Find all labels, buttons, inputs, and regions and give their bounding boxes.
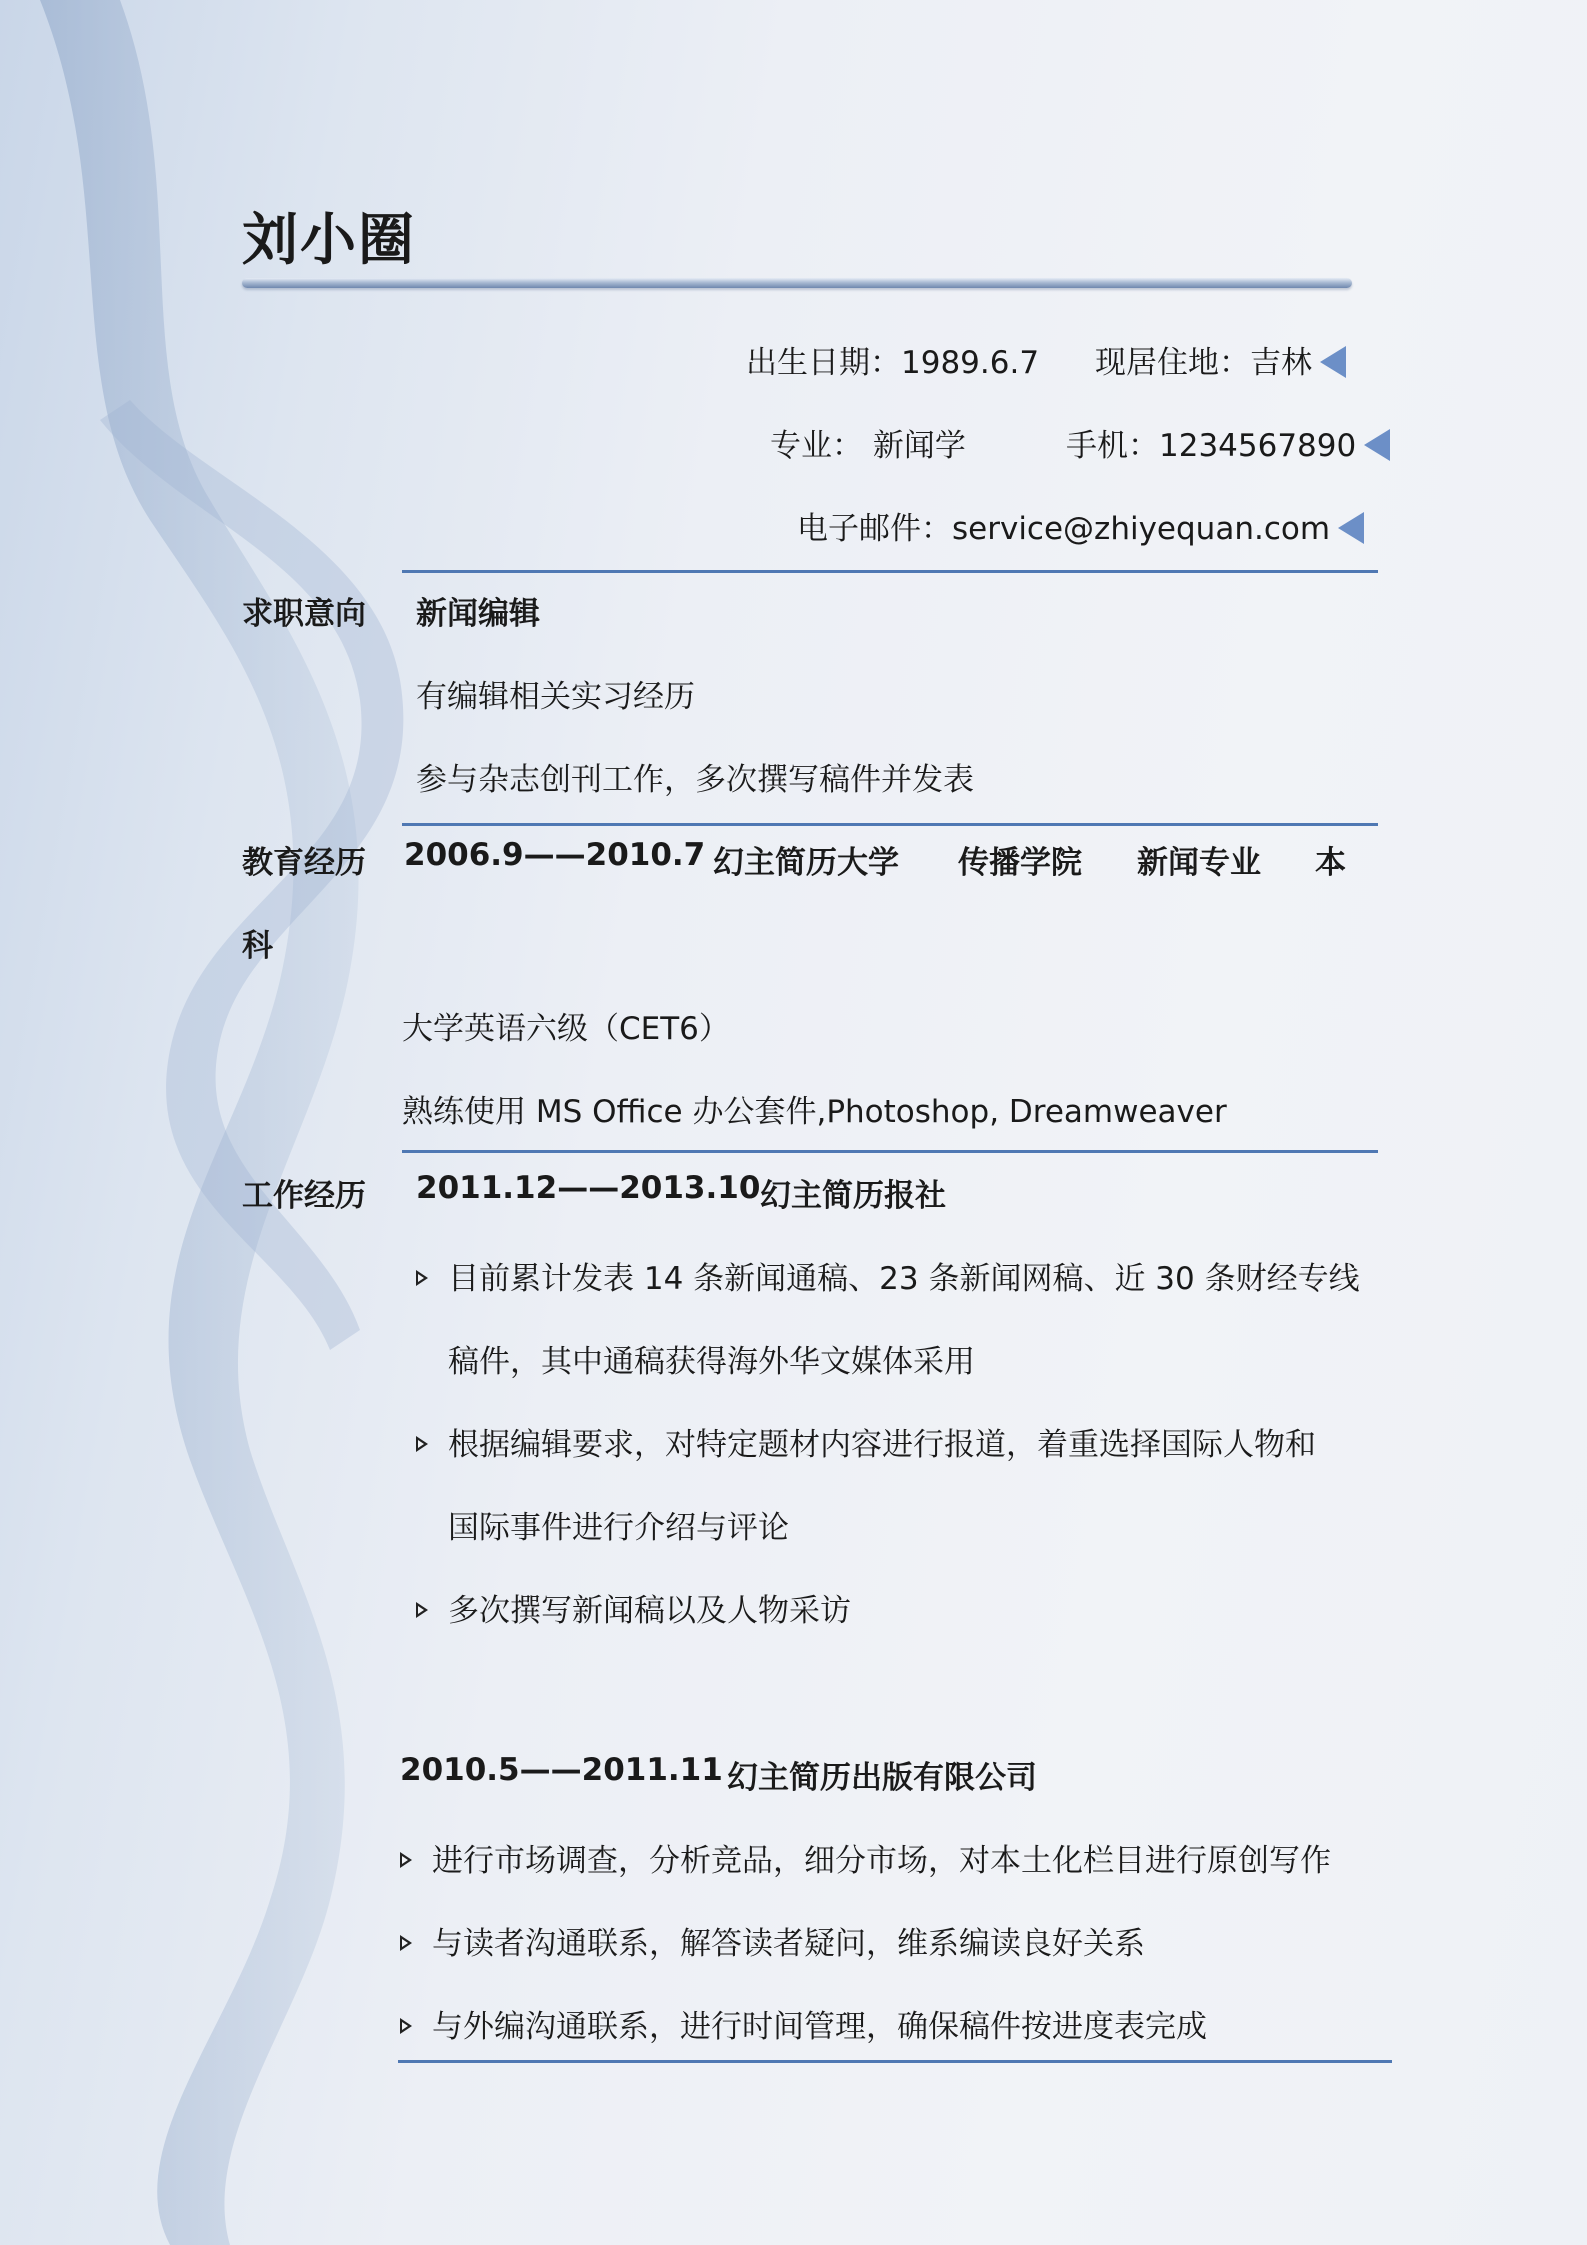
section-divider [402, 1150, 1378, 1153]
job-bullet: 与读者沟通联系，解答读者疑问，维系编读良好关系 [400, 1918, 1145, 1963]
email-row [797, 503, 1364, 548]
bullet-triangle-icon [416, 1270, 428, 1286]
job-bullet: 多次撰写新闻稿以及人物采访 [416, 1585, 851, 1630]
birth-date: 出生日期：1989.6.7 [746, 345, 1040, 381]
job-bullet: 根据编辑要求，对特定题材内容进行报道，着重选择国际人物和 [416, 1419, 1316, 1464]
email: 电子邮件：service@zhiyequan.com [797, 511, 1331, 547]
education-period: 2006.9——2010.7 [404, 837, 706, 873]
job-period: 2010.5——2011.11 [400, 1752, 723, 1788]
bullet-triangle-icon [400, 1935, 412, 1951]
major: 专业： 新闻学 [770, 428, 966, 464]
bullet-triangle-icon [400, 1852, 412, 1868]
job-bullet-continued: 稿件，其中通稿获得海外华文媒体采用 [448, 1344, 975, 1380]
objective-line: 有编辑相关实习经历 [416, 679, 695, 715]
education-label: 教育经历 [242, 845, 366, 881]
objective-line: 参与杂志创刊工作，多次撰写稿件并发表 [416, 762, 974, 798]
job-period: 2011.12——2013.10 [416, 1170, 761, 1206]
job-bullet: 进行市场调查，分析竞品，细分市场，对本土化栏目进行原创写作 [400, 1835, 1331, 1880]
education-degree: 科 [242, 928, 273, 964]
section-divider [398, 2060, 1392, 2063]
section-divider [402, 570, 1378, 573]
education-skill: 熟练使用 MS Office 办公套件,Photoshop, Dreamweaver [402, 1094, 1227, 1130]
objective-label: 求职意向 [242, 596, 366, 632]
phone-row [1066, 420, 1390, 465]
residence-row [1095, 337, 1346, 382]
education-skill: 大学英语六级（CET6） [402, 1011, 730, 1047]
job-bullet: 目前累计发表 14 条新闻通稿、23 条新闻网稿、近 30 条财经专线 [416, 1253, 1360, 1298]
job-bullet: 与外编沟通联系，进行时间管理，确保稿件按进度表完成 [400, 2001, 1207, 2046]
education-degree: 本 [1315, 845, 1346, 881]
triangle-marker-icon [1338, 512, 1364, 544]
phone: 手机：1234567890 [1066, 428, 1357, 464]
objective-position: 新闻编辑 [416, 596, 540, 632]
title-divider [242, 278, 1352, 288]
job-company: 幻主简历出版有限公司 [727, 1760, 1037, 1796]
section-divider [402, 823, 1378, 826]
job-bullet-continued: 国际事件进行介绍与评论 [448, 1510, 789, 1546]
education-major: 新闻专业 [1137, 845, 1261, 881]
bullet-triangle-icon [416, 1436, 428, 1452]
education-college: 传播学院 [958, 845, 1082, 881]
work-label: 工作经历 [242, 1178, 366, 1214]
residence: 现居住地：吉林 [1095, 345, 1312, 381]
applicant-name: 刘小圈 [242, 208, 416, 273]
job-company: 幻主简历报社 [760, 1178, 946, 1214]
triangle-marker-icon [1364, 429, 1390, 461]
bullet-triangle-icon [416, 1602, 428, 1618]
triangle-marker-icon [1320, 346, 1346, 378]
bullet-triangle-icon [400, 2018, 412, 2034]
education-school: 幻主简历大学 [713, 845, 899, 881]
